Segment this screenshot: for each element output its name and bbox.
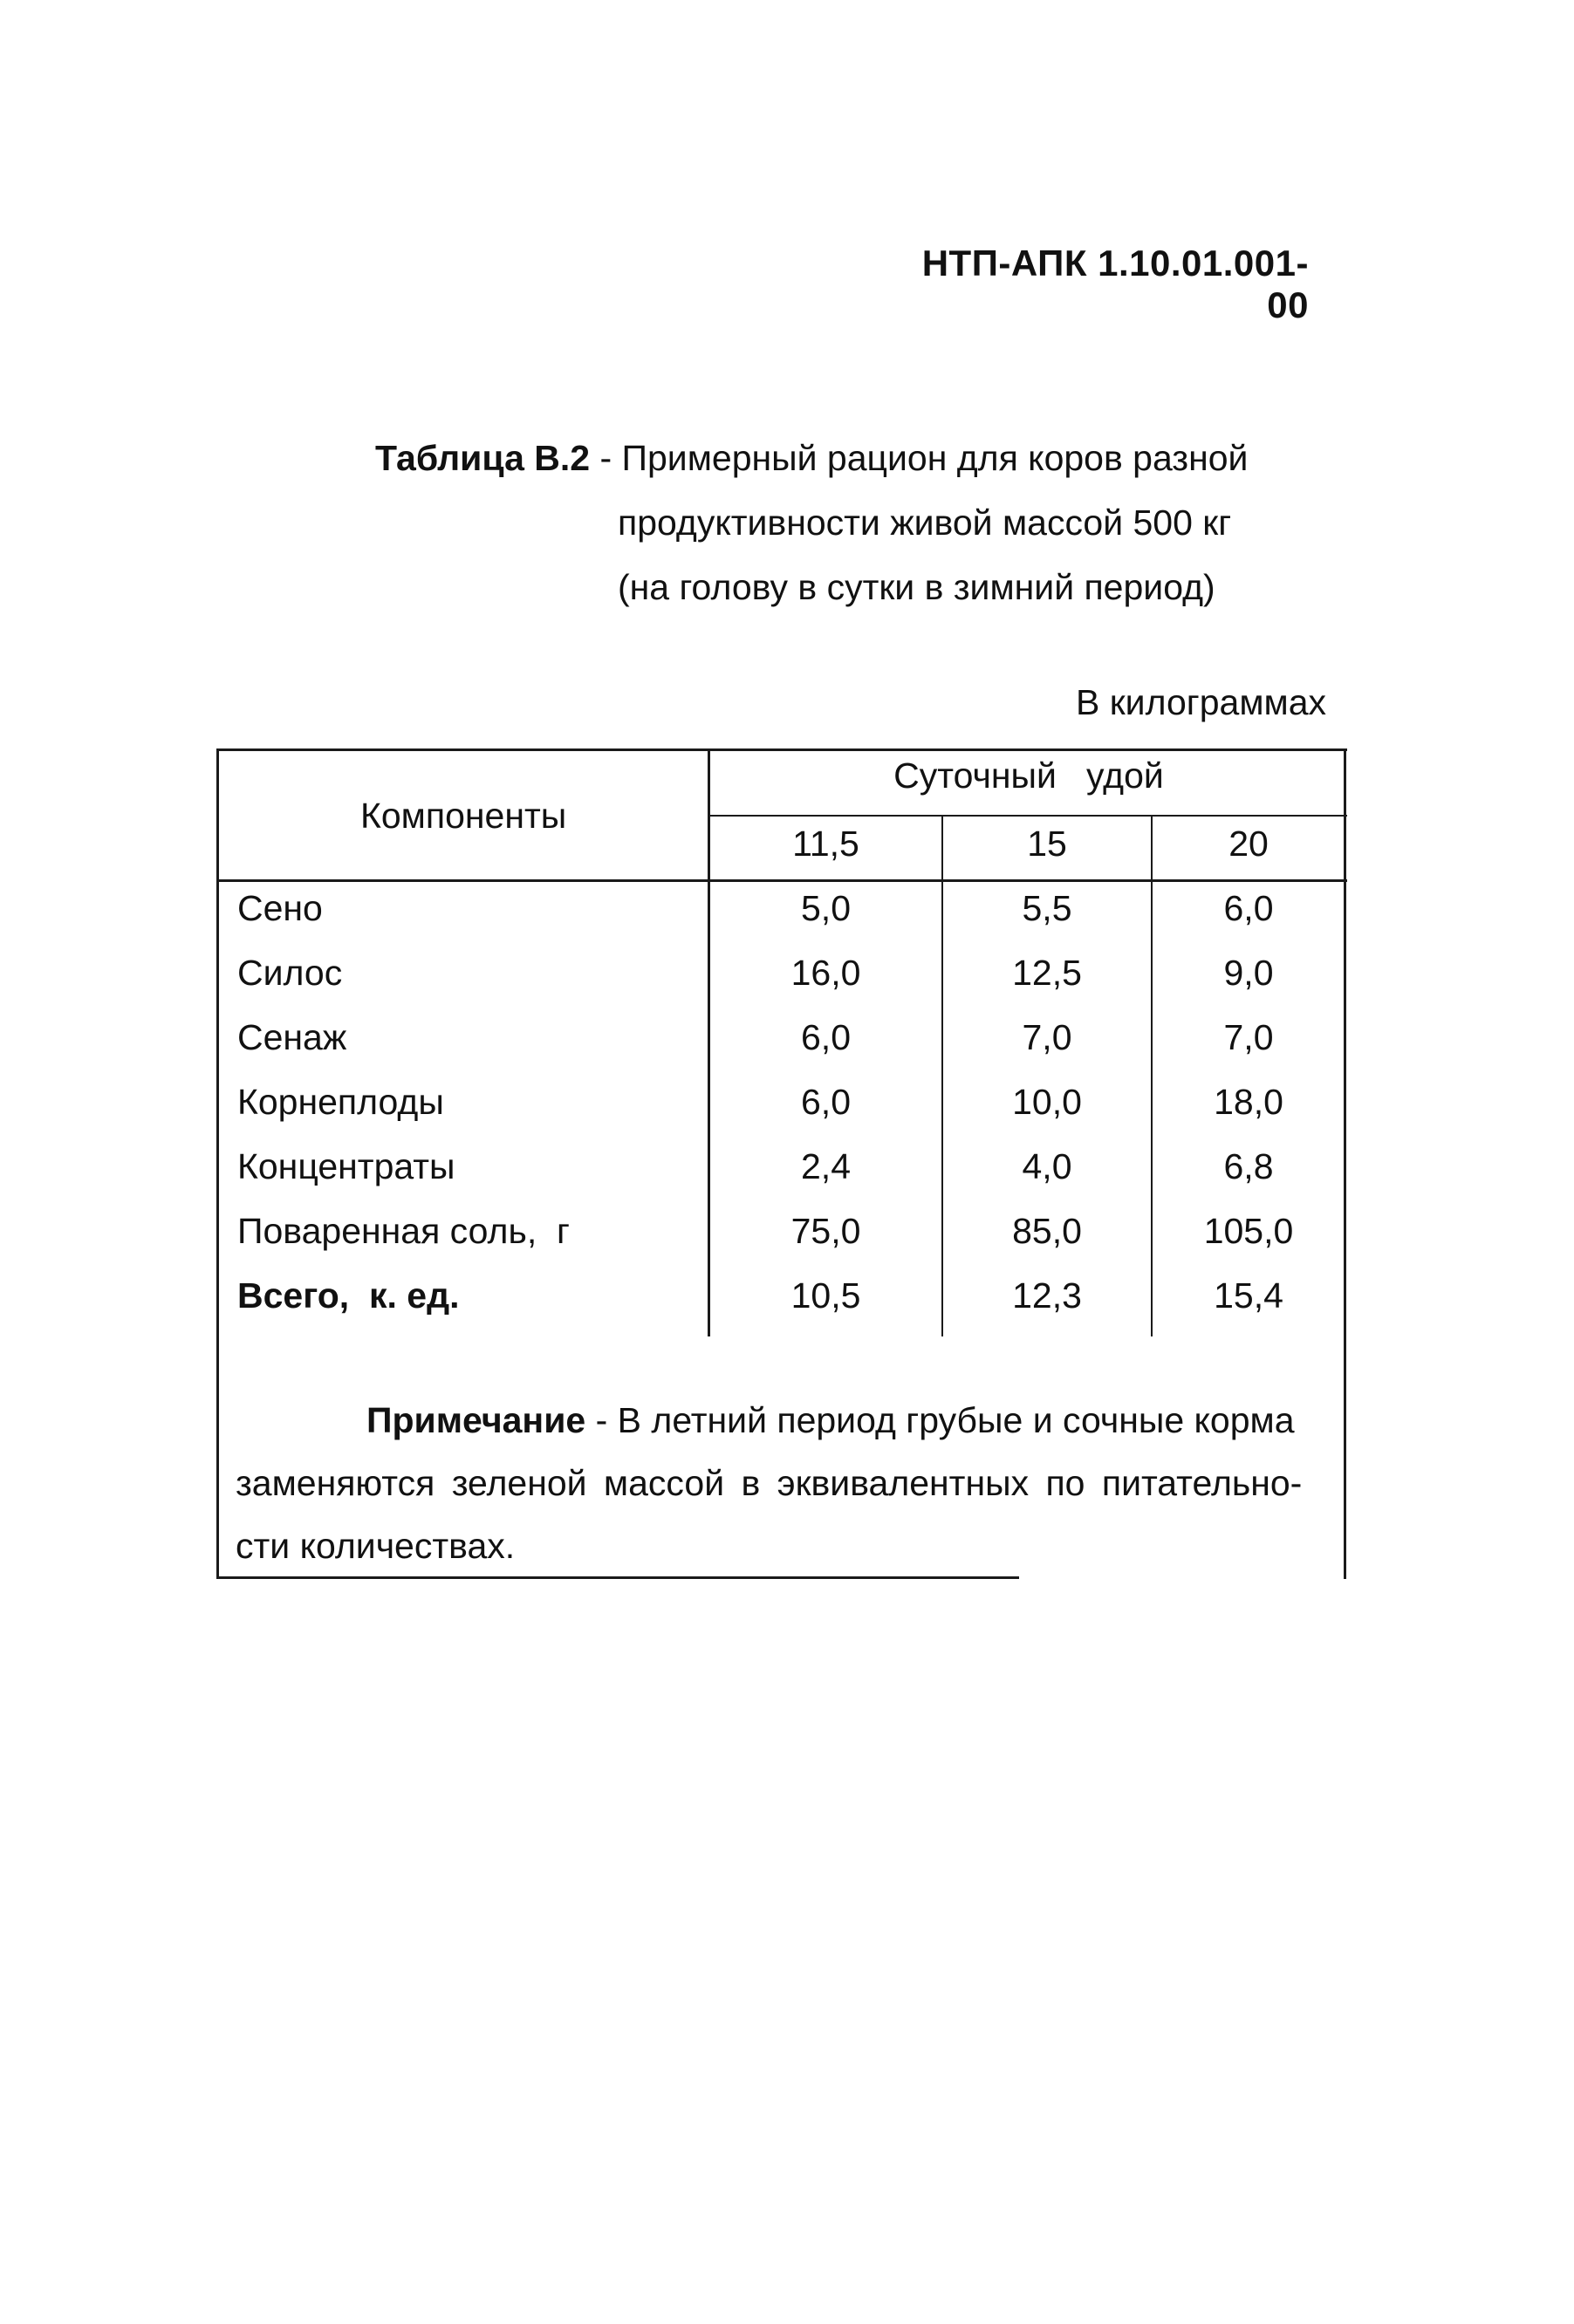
row-value: 85,0 [1012,1211,1082,1251]
row-value: 105,0 [1203,1211,1294,1251]
row-value: 2,4 [801,1146,851,1186]
row-value: 6,0 [1223,888,1274,928]
note-line-1 [236,1389,1337,1452]
row-value: 7,0 [1223,1017,1274,1057]
row-label: Сено [237,888,323,928]
yield-header-2: 15 [1027,824,1067,864]
row-label: Силос [237,953,343,993]
row-label: Поваренная соль, г [237,1211,570,1251]
total-row-label: Всего, к. ед. [237,1275,460,1316]
header-bottom-border [216,879,1347,882]
note-label: Примечание [366,1400,586,1440]
row-value: 4,0 [1022,1146,1072,1186]
table-note [236,1389,1337,1577]
group-header-divider [708,815,1347,817]
caption-separator: - [590,438,622,478]
components-header: Компоненты [360,796,567,836]
row-value: 75,0 [790,1211,861,1251]
caption-title-line-3: (на голову в сутки в зимний период) [618,567,1215,607]
document-code: НТП-АПК 1.10.01.001-00 [921,243,1309,325]
caption-title-line-2: продуктивности живой массой 500 кг [618,502,1232,543]
row-label: Корнеплоды [237,1082,444,1122]
caption-title-line-1: Примерный рацион для коров разной [621,438,1249,478]
table-left-border [216,748,219,1579]
caption-line-1 [375,426,1248,490]
row-value: 5,5 [1022,888,1072,928]
row-value: 18,0 [1214,1082,1283,1122]
table-top-border [216,748,1347,751]
row-value: 6,0 [801,1017,851,1057]
row-value: 9,0 [1223,953,1274,993]
note-text-line-1: В летний период грубые и сочные корма [617,1400,1295,1440]
total-value: 12,3 [1012,1275,1082,1316]
note-text-line-3: сти количествах. [236,1526,516,1566]
note-separator: - [585,1400,618,1440]
yield-header-1: 11,5 [792,824,859,864]
row-value: 16,0 [790,953,861,993]
row-value: 6,0 [801,1082,851,1122]
note-text-line-2: заменяются зеленой массой в эквивалентных по питательно- [236,1463,1303,1503]
units-label: В килограммах [1076,682,1326,722]
row-value: 6,8 [1223,1146,1274,1186]
row-value: 7,0 [1022,1017,1072,1057]
table-number: Таблица В.2 [375,438,591,478]
table-caption [375,426,1248,619]
row-label: Концентраты [237,1146,455,1186]
row-value: 5,0 [801,888,851,928]
row-value: 10,0 [1012,1082,1082,1122]
total-value: 10,5 [790,1275,861,1316]
total-value: 15,4 [1214,1275,1283,1316]
row-label: Сенаж [237,1017,347,1057]
yield-header-3: 20 [1228,824,1269,864]
daily-yield-header: Суточный удой [893,755,1164,796]
row-value: 12,5 [1012,953,1082,993]
